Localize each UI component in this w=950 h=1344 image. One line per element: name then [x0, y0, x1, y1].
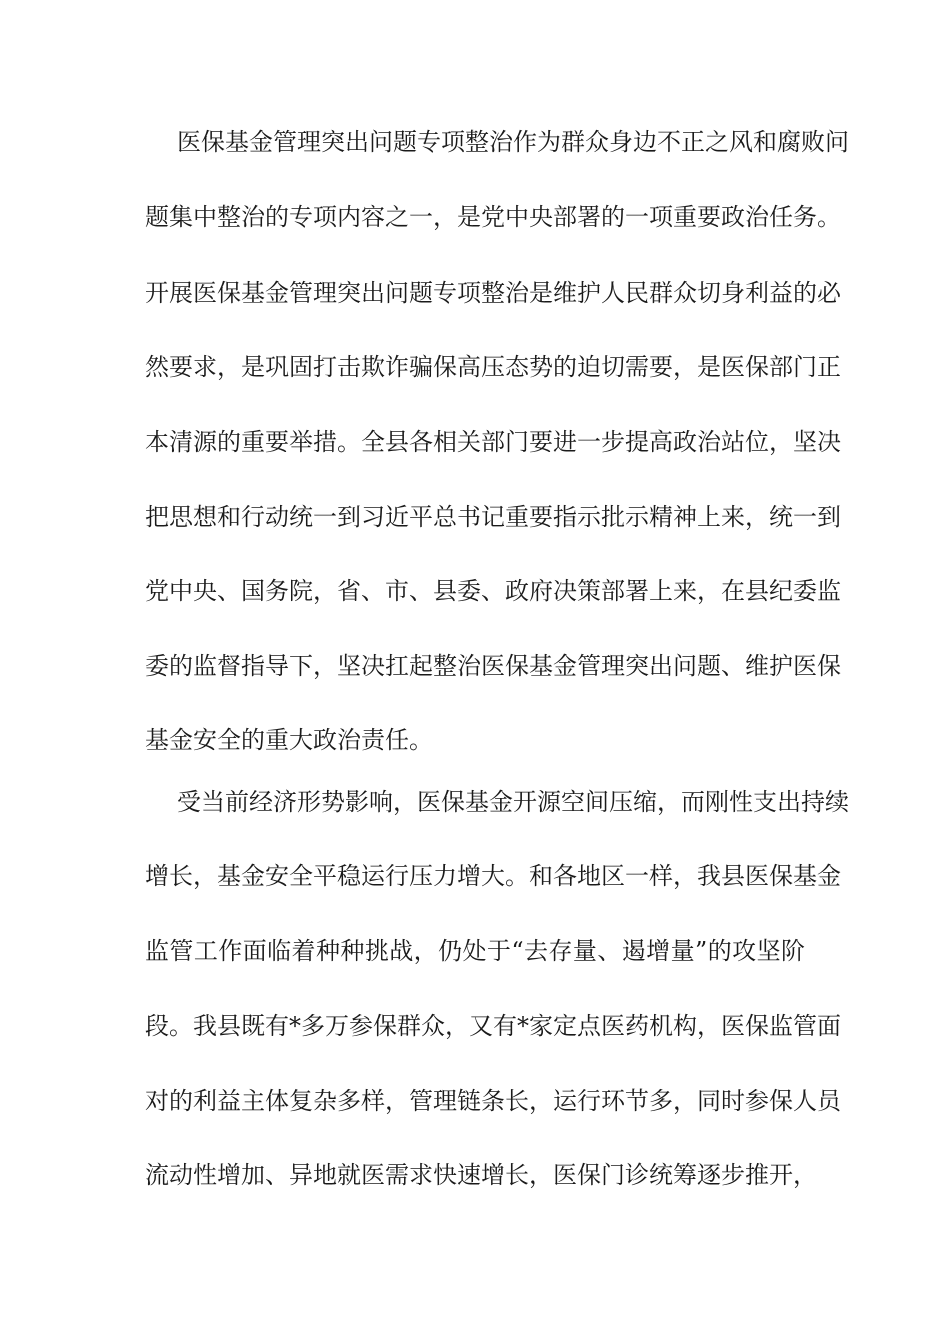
paragraph-2-line-5: 对的利益主体复杂多样，管理链条长，运行环节多，同时参保人员 — [145, 1087, 841, 1115]
paragraph-1-line-9: 基金安全的重大政治责任。 — [145, 726, 433, 754]
paragraph-2-line-4: 段。我县既有*多万参保群众，又有*家定点医药机构，医保监管面 — [145, 1012, 841, 1040]
paragraph-2-line-1: 受当前经济形势影响，医保基金开源空间压缩，而刚性支出持续 — [177, 788, 849, 816]
paragraph-1-line-6: 把思想和行动统一到习近平总书记重要指示批示精神上来，统一到 — [145, 503, 841, 531]
paragraph-2-line-6: 流动性增加、异地就医需求快速增长，医保门诊统筹逐步推开， — [145, 1161, 817, 1189]
paragraph-1-line-1: 医保基金管理突出问题专项整治作为群众身边不正之风和腐败问 — [177, 128, 849, 156]
paragraph-1-line-8: 委的监督指导下，坚决扛起整治医保基金管理突出问题、维护医保 — [145, 652, 841, 680]
paragraph-1-line-4: 然要求，是巩固打击欺诈骗保高压态势的迫切需要，是医保部门正 — [145, 353, 841, 381]
paragraph-1-line-5: 本清源的重要举措。全县各相关部门要进一步提高政治站位，坚决 — [145, 428, 841, 456]
paragraph-2-line-2: 增长，基金安全平稳运行压力增大。和各地区一样，我县医保基金 — [145, 862, 841, 890]
paragraph-1-line-2: 题集中整治的专项内容之一，是党中央部署的一项重要政治任务。 — [145, 203, 841, 231]
paragraph-1-line-7: 党中央、国务院，省、市、县委、政府决策部署上来，在县纪委监 — [145, 577, 841, 605]
paragraph-1-line-3: 开展医保基金管理突出问题专项整治是维护人民群众切身利益的必 — [145, 279, 841, 307]
paragraph-2-line-3: 监管工作面临着种种挑战，仍处于“去存量、遏增量”的攻坚阶 — [145, 937, 805, 965]
